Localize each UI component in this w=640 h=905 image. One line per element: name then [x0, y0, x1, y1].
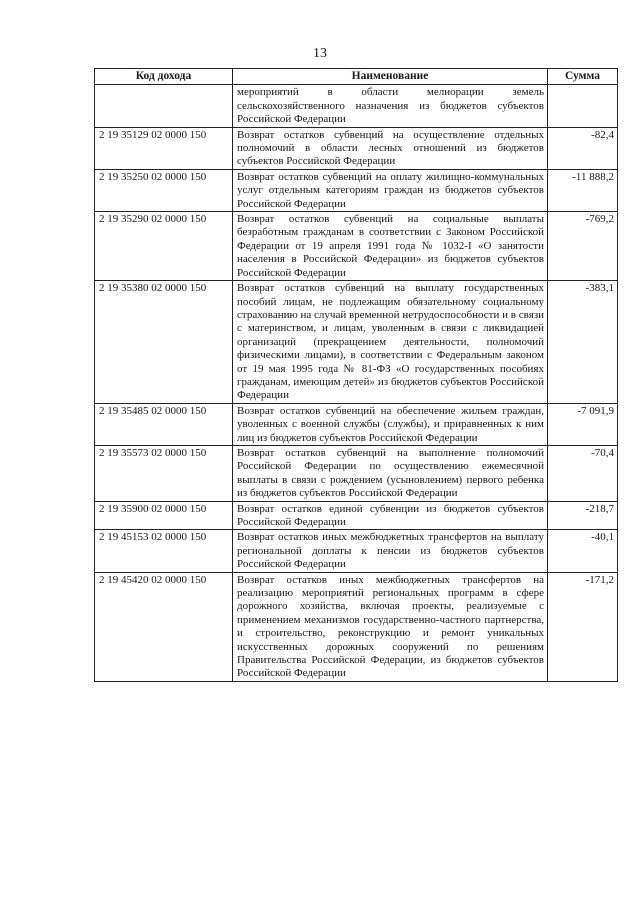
row-name: Возврат остатков субвенций на выполнение полномочий Российской Федерации по осуществлению ежемесячной выплаты в связи с рождением (усыновлением) первого ребенка из бюджетов субъектов Российской Федерации — [233, 445, 548, 501]
row-name: Возврат остатков субвенций на оплату жилищно-коммунальных услуг отдельным категориям граждан из бюджетов субъектов Российской Федерации — [233, 169, 548, 211]
row-amount: -70,4 — [548, 445, 618, 501]
row-code: 2 19 35573 02 0000 150 — [95, 445, 233, 501]
row-code: 2 19 45420 02 0000 150 — [95, 572, 233, 681]
row-code — [95, 85, 233, 127]
table-row — [95, 572, 618, 681]
row-code: 2 19 35129 02 0000 150 — [95, 127, 233, 169]
row-name: Возврат остатков иных межбюджетных трансфертов на реализацию мероприятий региональных программ в сфере дорожного хозяйства, включая проекты, реализуемые с применением механизмов государственно-частного партнерства, и строительство, реконструкцию и ремонт уникальных искусственных дорожных сооружений по решениям Правительства Российской Федерации, из бюджетов субъектов Российской Федерации — [233, 572, 548, 681]
table-row — [95, 530, 618, 572]
row-amount: -82,4 — [548, 127, 618, 169]
table-row — [95, 127, 618, 169]
row-amount — [548, 85, 618, 127]
row-code: 2 19 45153 02 0000 150 — [95, 530, 233, 572]
row-name: Возврат остатков единой субвенции из бюджетов субъектов Российской Федерации — [233, 501, 548, 530]
row-amount: -769,2 — [548, 212, 618, 281]
table-row — [95, 445, 618, 501]
row-amount: -383,1 — [548, 281, 618, 404]
row-name: мероприятий в области мелиорации земель сельскохозяйственного назначения из бюджетов субъектов Российской Федерации — [233, 85, 548, 127]
row-code: 2 19 35900 02 0000 150 — [95, 501, 233, 530]
row-amount: -11 888,2 — [548, 169, 618, 211]
row-code: 2 19 35485 02 0000 150 — [95, 403, 233, 445]
page-number: 13 — [313, 46, 327, 61]
row-name: Возврат остатков субвенций на осуществление отдельных полномочий в области лесных отношений из бюджетов субъектов Российской Федерации — [233, 127, 548, 169]
row-amount: -171,2 — [548, 572, 618, 681]
table-header-row — [95, 69, 618, 85]
header-amount: Сумма — [548, 69, 618, 85]
table-row-continuation — [95, 85, 618, 127]
header-name: Наименование — [233, 69, 548, 85]
revenue-table — [94, 68, 618, 682]
row-name: Возврат остатков субвенций на социальные выплаты безработным гражданам в соответствии с Законом Российской Федерации от 19 апреля 1991 года № 1032-I «О занятости населения в Российской Федерации» из бюджетов субъектов Российской Федерации — [233, 212, 548, 281]
table-row — [95, 212, 618, 281]
row-amount: -7 091,9 — [548, 403, 618, 445]
row-amount: -218,7 — [548, 501, 618, 530]
row-code: 2 19 35250 02 0000 150 — [95, 169, 233, 211]
row-code: 2 19 35380 02 0000 150 — [95, 281, 233, 404]
table-row — [95, 169, 618, 211]
header-code: Код дохода — [95, 69, 233, 85]
row-code: 2 19 35290 02 0000 150 — [95, 212, 233, 281]
table-row — [95, 403, 618, 445]
table-row — [95, 281, 618, 404]
row-name: Возврат остатков иных межбюджетных трансфертов на выплату региональной доплаты к пенсии из бюджетов субъектов Российской Федерации — [233, 530, 548, 572]
table-row — [95, 501, 618, 530]
row-name: Возврат остатков субвенций на выплату государственных пособий лицам, не подлежащим обязательному социальному страхованию на случай временной нетрудоспособности и в связи с материнством, и лицам, уволенным в связи с ликвидацией организаций (прекращением деятельности, полномочий физическими лицами), в соответствии с Федеральным законом от 19 мая 1995 года № 81-ФЗ «О государственных пособиях гражданам, имеющим детей» из бюджетов субъектов Российской Федерации — [233, 281, 548, 404]
row-amount: -40,1 — [548, 530, 618, 572]
row-name: Возврат остатков субвенций на обеспечение жильем граждан, уволенных с военной службы (службы), и приравненных к ним лиц из бюджетов субъектов Российской Федерации — [233, 403, 548, 445]
